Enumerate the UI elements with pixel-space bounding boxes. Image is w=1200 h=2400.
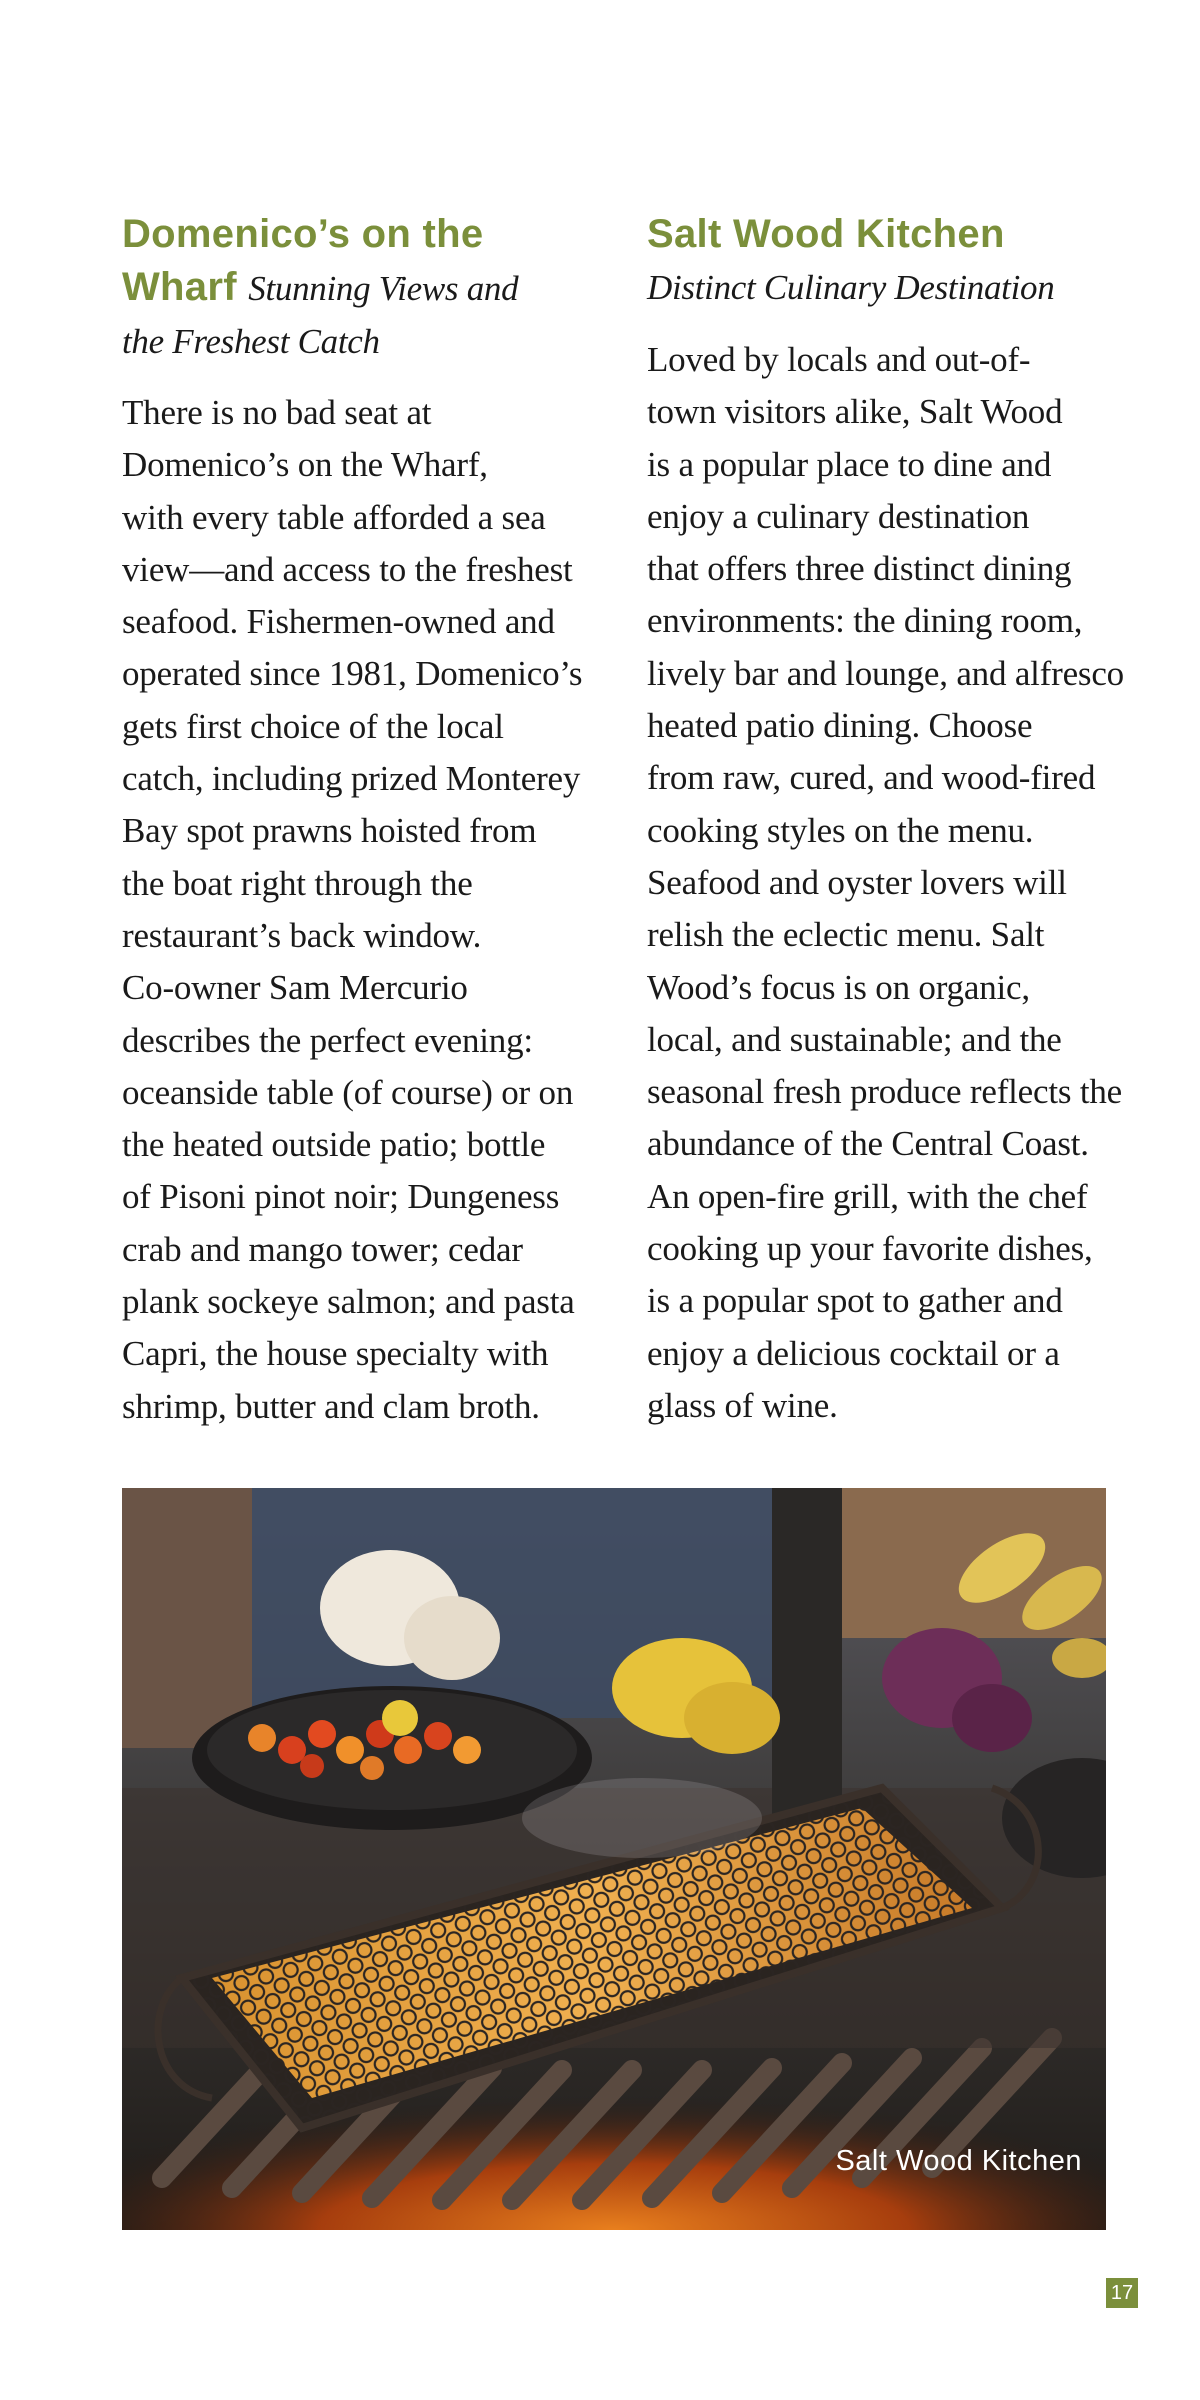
body-line: local, and sustainable; and the — [647, 1019, 1062, 1059]
body-line: cooking up your favorite dishes, — [647, 1229, 1093, 1269]
body-line: environments: the dining room, — [647, 601, 1083, 641]
body-line: catch, including prized Monterey — [122, 759, 581, 799]
left-article — [122, 208, 622, 1433]
grill-illustration — [122, 1488, 1106, 2230]
left-article-heading — [122, 208, 622, 315]
body-line: Capri, the house specialty with — [122, 1334, 549, 1374]
right-article — [647, 208, 1127, 1432]
body-line: of Pisoni pinot noir; Dungeness — [122, 1177, 560, 1217]
body-line: glass of wine. — [647, 1385, 838, 1425]
body-line: describes the perfect evening: — [122, 1020, 533, 1060]
body-line: seasonal fresh produce reflects the — [647, 1072, 1123, 1112]
body-line: enjoy a culinary destination — [647, 496, 1030, 536]
body-line: the heated outside patio; bottle — [122, 1125, 546, 1165]
photo-caption: Salt Wood Kitchen — [835, 2145, 1082, 2177]
body-line: cooking styles on the menu. — [647, 810, 1034, 850]
body-line: plank sockeye salmon; and pasta — [122, 1282, 575, 1322]
body-line: is a popular place to dine and — [647, 444, 1052, 484]
body-line: the boat right through the — [122, 863, 473, 903]
body-line: Wood’s focus is on organic, — [647, 967, 1030, 1007]
page-number: 17 — [1106, 2278, 1138, 2308]
left-article-subtitle-part1: Stunning Views and — [248, 269, 519, 308]
body-line: from raw, cured, and wood-fired — [647, 758, 1096, 798]
body-line: gets first choice of the local — [122, 706, 504, 746]
body-line: seafood. Fishermen-owned and — [122, 602, 555, 642]
body-line: Co-owner Sam Mercurio — [122, 968, 468, 1008]
left-article-title-line2: Wharf — [122, 265, 237, 309]
body-line: relish the eclectic menu. Salt — [647, 915, 1045, 955]
body-line: crab and mango tower; cedar — [122, 1229, 523, 1269]
body-line: Seafood and oyster lovers will — [647, 862, 1067, 902]
right-article-body — [647, 334, 1127, 1432]
body-line: There is no bad seat at — [122, 393, 432, 432]
body-line: oceanside table (of course) or on — [122, 1072, 574, 1112]
body-line: lively bar and lounge, and alfresco — [647, 653, 1124, 693]
body-line: An open-fire grill, with the chef — [647, 1176, 1088, 1216]
body-line: Loved by locals and out-of- — [647, 340, 1031, 379]
body-line: abundance of the Central Coast. — [647, 1124, 1089, 1164]
body-line: heated patio dining. Choose — [647, 706, 1033, 746]
grill-photo — [122, 1488, 1106, 2230]
left-article-body — [122, 387, 622, 1433]
right-article-subtitle: Distinct Culinary Destination — [647, 268, 1055, 307]
left-article-subtitle-part2: the Freshest Catch — [122, 322, 380, 361]
body-line: is a popular spot to gather and — [647, 1281, 1063, 1321]
right-article-title: Salt Wood Kitchen — [647, 212, 1005, 256]
body-line: with every table afforded a sea — [122, 497, 546, 537]
body-line: Bay spot prawns hoisted from — [122, 811, 537, 851]
body-line: operated since 1981, Domenico’s — [122, 654, 583, 694]
body-line: shrimp, butter and clam broth. — [122, 1386, 540, 1426]
body-line: view—and access to the freshest — [122, 549, 573, 589]
body-line: enjoy a delicious cocktail or a — [647, 1333, 1060, 1373]
body-line: town visitors alike, Salt Wood — [647, 392, 1063, 432]
left-article-title-line1: Domenico’s on the — [122, 212, 484, 256]
body-line: Domenico’s on the Wharf, — [122, 445, 488, 485]
body-line: that offers three distinct dining — [647, 549, 1072, 589]
body-line: restaurant’s back window. — [122, 915, 482, 955]
